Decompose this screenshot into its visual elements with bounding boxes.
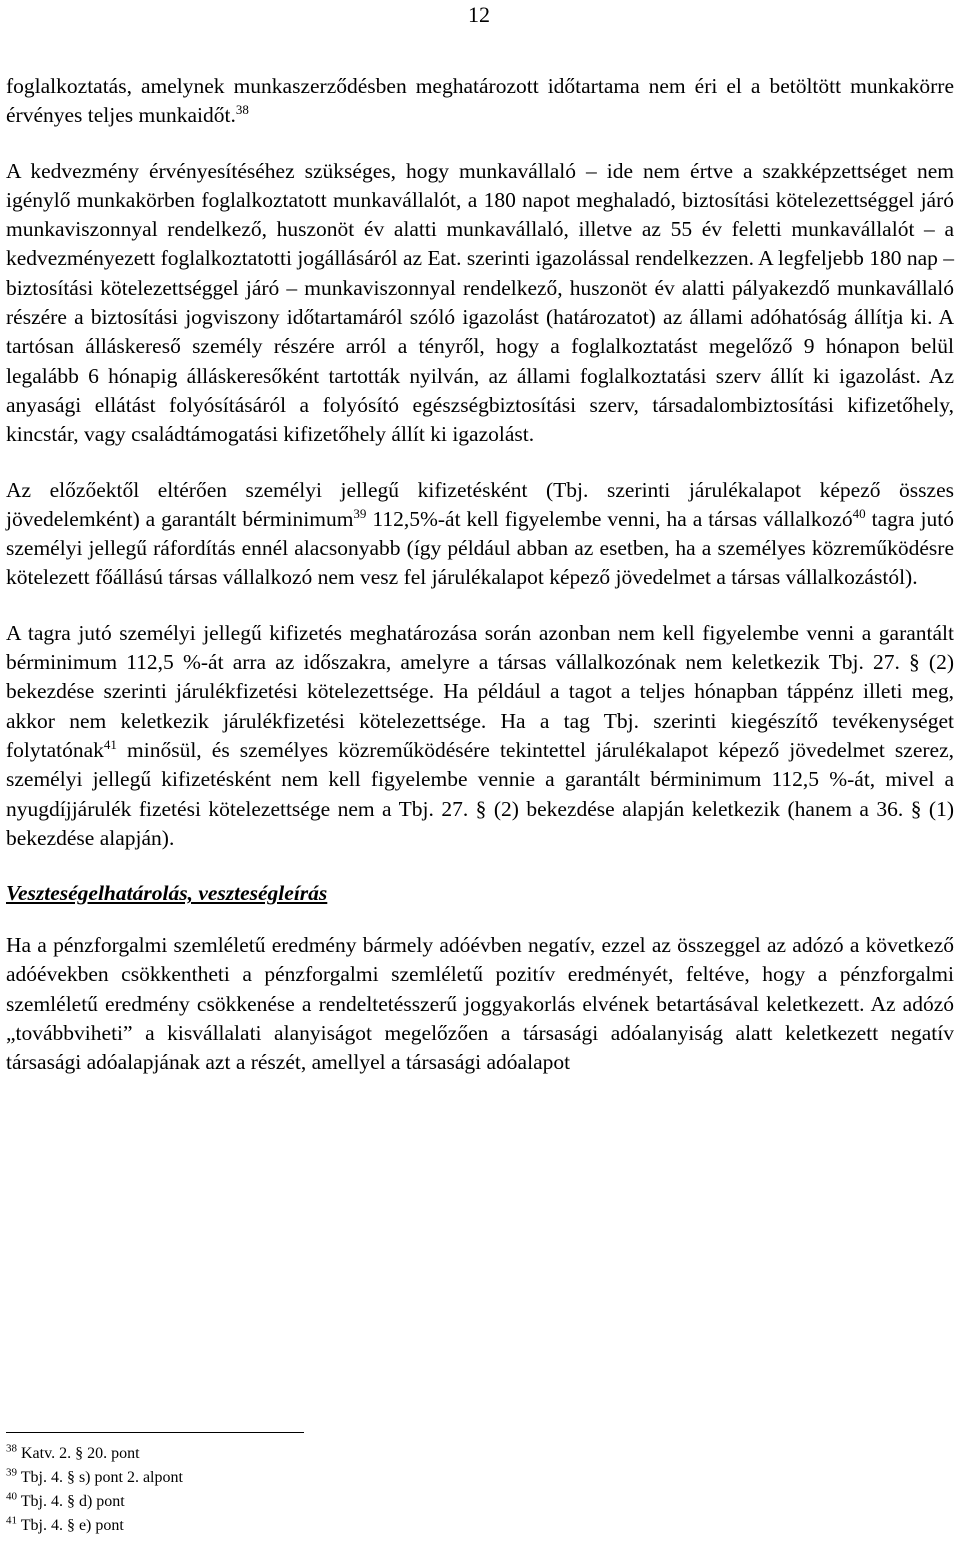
footnotes	[6, 1432, 506, 1538]
footnote-ref-41: 41	[103, 736, 117, 752]
footnote-number: 40	[6, 1490, 17, 1503]
paragraph-3	[6, 476, 954, 593]
footnote-ref-38: 38	[235, 102, 249, 118]
footnote-41	[6, 1514, 506, 1538]
paragraph-5: Ha a pénzforgalmi szemléletű eredmény bármely adóévben negatív, ezzel az összeggel az adózó a következő adóévekben csökkentheti a pénzforgalmi szemléletű pozitív eredményét, feltéve, hogy a pénzforgalmi szemléletű eredmény csökkenése a rendeltetésszerű joggyakorlás elvének betartásával keletkezett. Az adózó „továbbviheti” a kisvállalati alanyiságot megelőzően a társasági adóalanyiság alatt keletkezett negatív társasági adóalapjának azt a részét, amellyel a társasági adóalapot	[6, 933, 954, 1075]
footnote-number: 38	[6, 1442, 17, 1455]
paragraph-4-text-a: A tagra jutó személyi jellegű kifizetés meghatározása során azonban nem kell figyelembe venni a garantált bérminimum 112,5 %-át arra az időszakra, amelyre a társas vállalkozónak nem keletkezik Tbj. 27. § (2) bekezdése szerinti járulékfizetési kötelezettsége. Ha például a tagot a teljes hónapban táppénz illeti meg, akkor nem keletkezik járulékfizetési kötelezettsége. Ha a tag Tbj. szerinti kiegészítő tevékenységet folytatónak	[6, 620, 954, 762]
footnote-text: Katv. 2. § 20. pont	[21, 1445, 140, 1462]
paragraph-4-text-b: minősül, és személyes közreműködésére tekintettel járulékalapot képező jövedelmet szerez, személyi jellegű kifizetésként nem kell figyelembe vennie a garantált bérminimum 112,5 %-át, mivel a nyugdíjjárulék fizetési kötelezettsége nem a Tbj. 27. § (2) bekezdése alapján keletkezik (hanem a 36. § (1) bekezdése alapján).	[6, 737, 954, 850]
paragraph-1-text: foglalkoztatás, amelynek munkaszerződésben meghatározott időtartama nem éri el a betöltött munkakörre érvényes teljes munkaidőt.	[6, 74, 954, 128]
footnote-text: Tbj. 4. § e) pont	[20, 1517, 124, 1534]
page-number: 12	[468, 2, 490, 27]
document-body	[6, 72, 954, 1078]
footnote-40	[6, 1490, 506, 1514]
paragraph-3-text-a: Az előzőektől eltérően személyi jellegű kifizetésként (Tbj. szerinti járulékalapot képező összes jövedelemként) a garantált bérminimum	[6, 477, 954, 531]
footnote-ref-40: 40	[852, 505, 866, 521]
paragraph-4	[6, 619, 954, 853]
footnote-number: 41	[6, 1514, 17, 1527]
paragraph-3-text-c: tagra jutó személyi jellegű ráfordítás ennél alacsonyabb (így például abban az esetben, ha a személyes közreműködésre kötelezett főállású társas vállalkozó nem vesz fel járulékalapot képező jövedelmet a társas vállalkozástól).	[6, 506, 955, 590]
paragraph-2: A kedvezmény érvényesítéséhez szükséges, hogy munkavállaló – ide nem értve a szakképzettséget nem igénylő munkakörben foglalkoztatott munkavállalót, a 180 napot meghaladó, biztosítási kötelezettséggel járó munkaviszonnyal rendelkező, huszonöt év alatti munkavállaló, illetve az 55 év feletti munkavállalót – a kedvezményezett foglalkoztatotti jogállásáról az Eat. szerinti igazolással rendelkezzen. A legfeljebb 180 nap – biztosítási kötelezettséggel járó – munkaviszonnyal rendelkező, huszonöt év alatti pályakezdő munkavállaló részére a biztosítási jogviszony időtartamáról szóló igazolást (határozatot) az állami adóhatóság állítja ki. A tartósan álláskereső személy részére arról a tényről, hogy a foglalkoztatást megelőző 9 hónapon belül legalább 6 hónapig álláskeresőként tartották nyilván, az állami foglalkoztatási szerv állít ki igazolást. Az anyasági ellátást folyósításáról a folyósító egészségbiztosítási szerv, társadalombiztosítási kifizetőhely, kincstár, vagy családtámogatási kifizetőhely állít ki igazolást.	[6, 158, 955, 447]
section-heading: Veszteségelhatárolás, veszteségleírás	[6, 881, 328, 906]
footnote-ref-39: 39	[353, 505, 367, 521]
footnote-separator	[6, 1432, 304, 1433]
footnote-text: Tbj. 4. § s) pont 2. alpont	[20, 1469, 183, 1486]
paragraph-1	[6, 72, 954, 131]
paragraph-3-text-b: 112,5%-át kell figyelembe venni, ha a társas vállalkozó	[366, 506, 853, 531]
footnote-38	[6, 1442, 506, 1466]
footnote-number: 39	[6, 1466, 17, 1479]
footnote-39	[6, 1466, 506, 1490]
footnote-text: Tbj. 4. § d) pont	[20, 1493, 125, 1510]
